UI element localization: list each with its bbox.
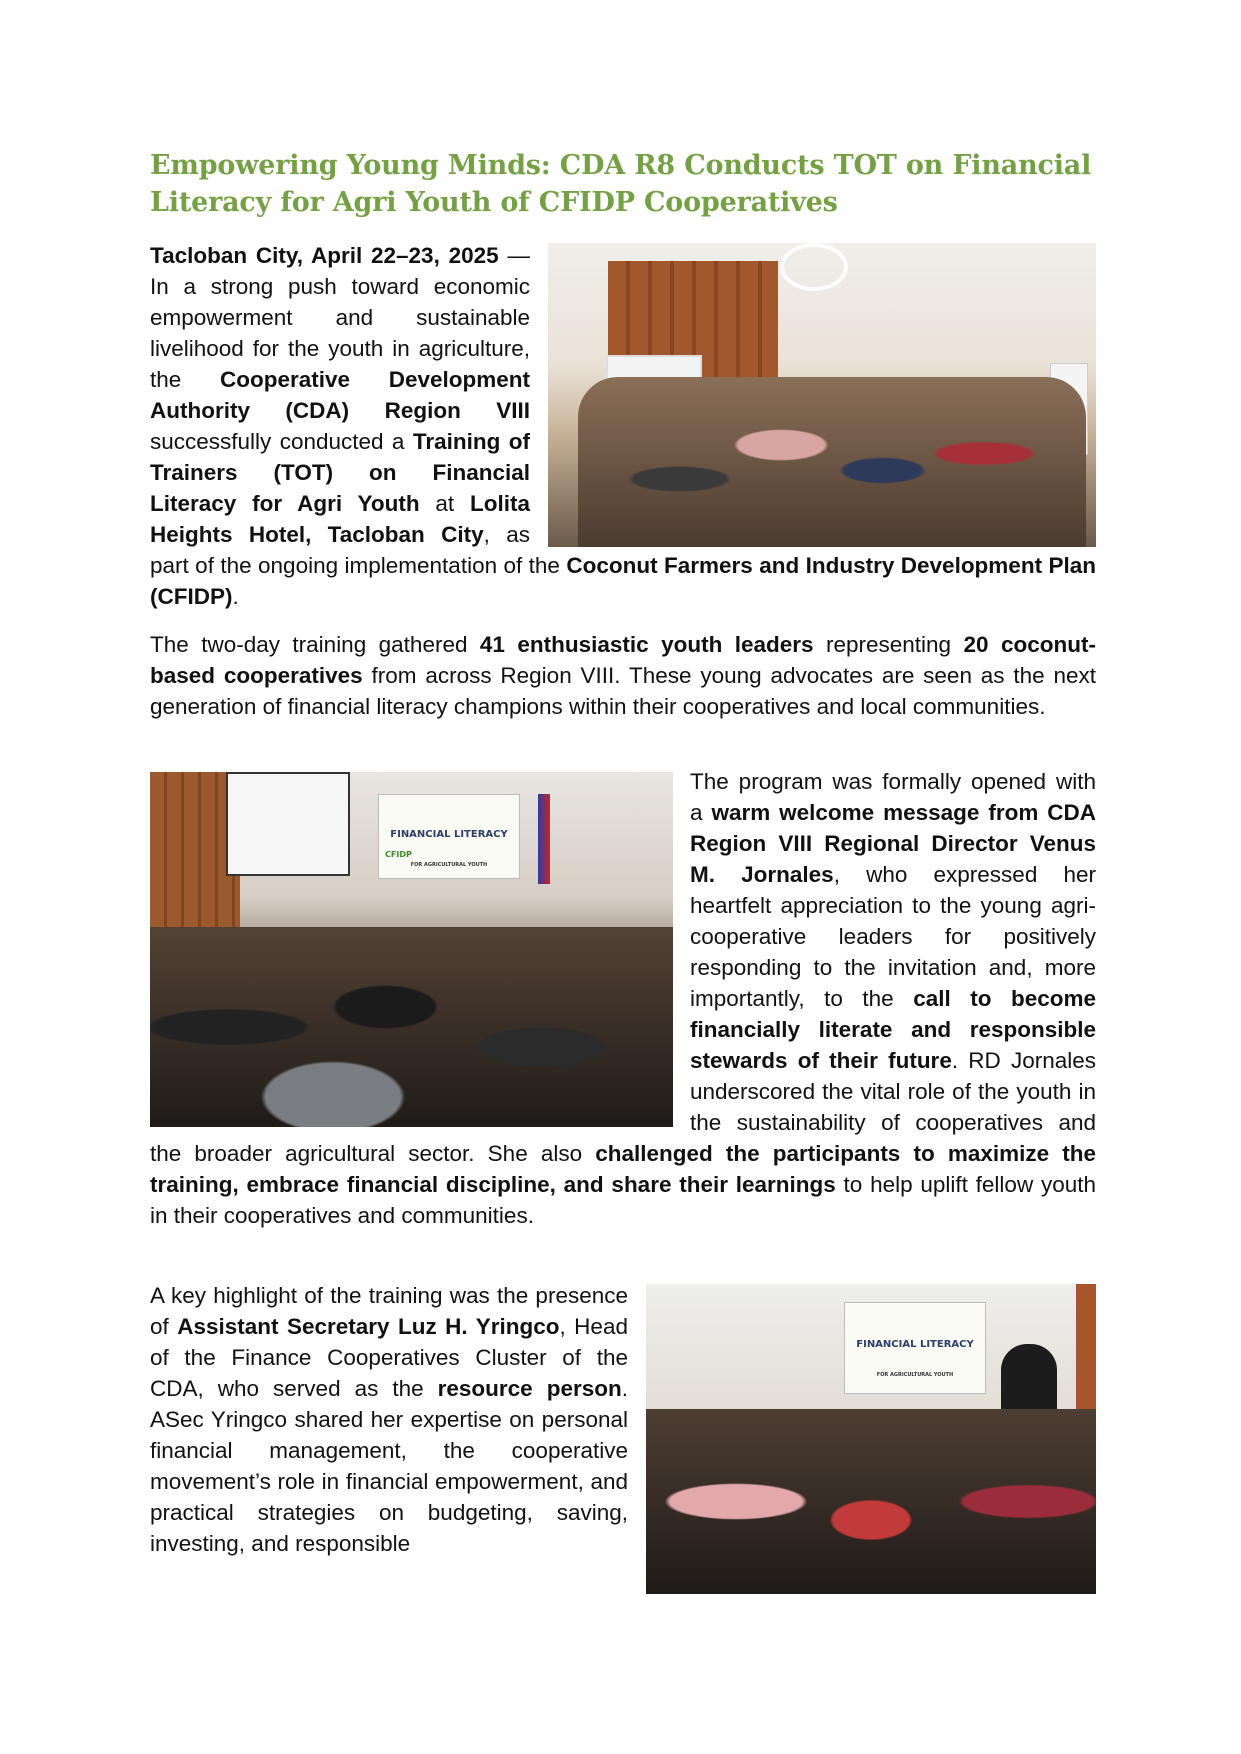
event-banner xyxy=(844,1302,986,1394)
banner-title: FINANCIAL LITERACY xyxy=(856,1339,974,1350)
text-run: , who expressed her heartfelt appreciation to the young agri-cooperative leaders for positively responding to the invitation and, more importantly, to the xyxy=(690,862,1096,1011)
bold-run: challenged the participants to maximize the training, embrace financial discipline, and share their learnings xyxy=(150,1141,1096,1197)
text-run: , as part of the ongoing implementation of the xyxy=(150,522,567,578)
text-run: A key highlight of the training was the presence of xyxy=(150,1283,628,1339)
banner-title: FINANCIAL LITERACY xyxy=(390,829,508,840)
event-banner xyxy=(378,794,520,879)
text-run: . xyxy=(232,584,239,609)
banner-subtitle: FOR AGRICULTURAL YOUTH xyxy=(876,1372,954,1378)
training-room-photo xyxy=(150,772,673,1127)
text-run: The two-day training gathered xyxy=(150,632,480,657)
projector-screen xyxy=(226,772,350,876)
text-run: to help uplift fellow youth in their cooperatives and communities. xyxy=(150,1172,1096,1228)
text-run: . RD Jornales underscored the vital role of the youth in the sustainability of cooperatives and the broader agricultural sector. She also xyxy=(150,1048,1097,1166)
banner-subtitle: FOR AGRICULTURAL YOUTH xyxy=(410,862,488,868)
text-run: . ASec Yringco shared her expertise on personal financial management, the cooperative movement’s role in financial empowerment, and practical strategies on budgeting, saving, investing, and responsible xyxy=(150,1376,628,1556)
participants-group xyxy=(578,377,1086,547)
bold-run: Cooperative Development Authority (CDA) Region VIII xyxy=(150,367,530,423)
section-resource-person xyxy=(150,1280,1096,1594)
bold-run: Lolita Heights Hotel, Tacloban City xyxy=(150,491,530,547)
bold-run: 41 enthusiastic youth leaders xyxy=(479,632,814,657)
participants-seated xyxy=(646,1409,1096,1594)
text-run: from across Region VIII. These young advocates are seen as the next generation of financial literacy champions within their cooperatives and local communities. xyxy=(150,663,1096,719)
chandelier-icon xyxy=(780,243,848,291)
article-title: Empowering Young Minds: CDA R8 Conducts TOT on Financial Literacy for Agri Youth of CFIDP Cooperatives xyxy=(150,150,1092,218)
text-run: The program was formally opened with a xyxy=(690,769,1096,825)
dateline: Tacloban City, April 22–23, 2025 xyxy=(150,243,499,268)
text-run: representing xyxy=(813,632,964,657)
banner-tag: CFIDP xyxy=(385,850,412,859)
section-opening xyxy=(150,766,1096,1231)
bold-run: warm welcome message from CDA Region VIII Regional Director Venus M. Jornales xyxy=(690,800,1096,887)
text-run: successfully conducted a xyxy=(150,429,413,454)
wood-wall-panel xyxy=(1076,1284,1096,1424)
bold-run: resource person xyxy=(437,1376,622,1401)
paragraph-participants xyxy=(150,629,1096,722)
text-run: at xyxy=(419,491,470,516)
bold-run: 20 coconut-based cooperatives xyxy=(150,632,1096,688)
section-intro xyxy=(150,240,1096,722)
bold-run: Training of Trainers (TOT) on Financial Literacy for Agri Youth xyxy=(150,429,531,516)
text-run: — In a strong push toward economic empowerment and sustainable livelihood for the youth in agriculture, the xyxy=(150,243,530,392)
group-photo xyxy=(548,243,1096,547)
bold-run: Assistant Secretary Luz H. Yringco xyxy=(177,1314,560,1339)
speaker-photo xyxy=(646,1284,1096,1594)
flag-icon xyxy=(538,794,550,884)
participants-seated xyxy=(150,927,673,1127)
bold-run: call to become financially literate and responsible stewards of their future xyxy=(690,986,1096,1073)
bold-run: Coconut Farmers and Industry Development Plan (CFIDP) xyxy=(150,553,1096,609)
text-run: , Head of the Finance Cooperatives Cluster of the CDA, who served as the xyxy=(150,1314,628,1401)
